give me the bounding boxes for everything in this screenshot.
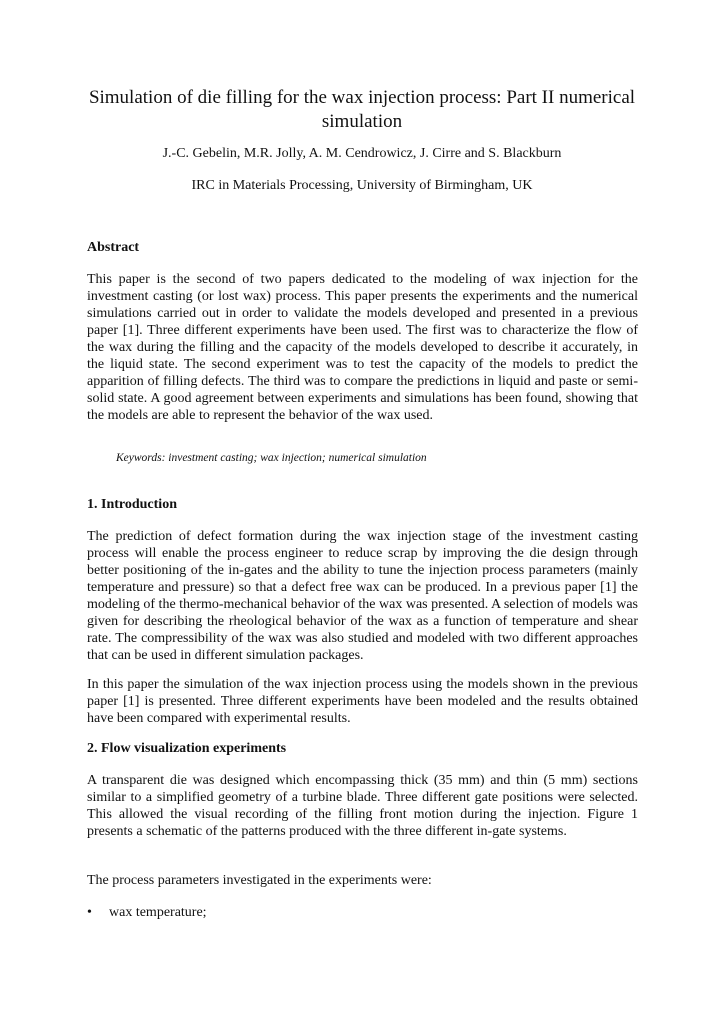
paper-title: Simulation of die filling for the wax injection process: Part II numerical simulation [88,87,636,132]
section-heading-flow-visualization: 2. Flow visualization experiments [87,741,287,756]
abstract-heading: Abstract [87,240,140,255]
flow-paragraph-2: The process parameters investigated in the experiments were: [87,873,432,888]
intro-paragraph-2: In this paper the simulation of the wax injection process using the models shown in the previous paper [1] is presented. Three different experiments have been modeled and the results obtained have been compared with experimental results. [87,677,638,726]
intro-paragraph-1: The prediction of defect formation during the wax injection stage of the investment casting process will enable the process engineer to reduce scrap by improving the die design through better positioning of the in-gates and the ability to tune the injection process parameters (mainly temperature and pressure) so that a defect free wax can be produced. In a previous paper [1] the modeling of the thermo-mechanical behavior of the wax was presented. A selection of models was given for describing the rheological behavior of the wax as a function of temperature and shear rate. The compressibility of the wax was also studied and modeled with two different approaches that can be used in different simulation packages. [87,529,638,663]
affiliation: IRC in Materials Processing, University of Birmingham, UK [191,178,533,193]
abstract-text: This paper is the second of two papers dedicated to the modeling of wax injection for the investment casting (or lost wax) process. This paper presents the experiments and the numerical simulations carried out in order to validate the models developed and presented in a previous paper [1]. Three different experiments have been used. The first was to characterize the flow of the wax during the filling and the capacity of the models developed to describe it accurately, in the liquid state. The second experiment was to test the capacity of the models to predict the apparition of filling defects. The third was to compare the predictions in liquid and paste or semi-solid state. A good agreement between experiments and simulations has been found, showing that the models are able to represent the behavior of the wax used. [87,272,638,423]
author-list: J.-C. Gebelin, M.R. Jolly, A. M. Cendrowicz, J. Cirre and S. Blackburn [162,146,562,161]
bullet-icon: • [87,905,92,920]
flow-paragraph-1: A transparent die was designed which encompassing thick (35 mm) and thin (5 mm) sections similar to a simplified geometry of a turbine blade. Three different gate positions were selected. This allowed the visual recording of the filling front motion during the injection. Figure 1 presents a schematic of the patterns produced with the three different in-gate systems. [87,773,638,839]
section-heading-introduction: 1. Introduction [87,497,177,512]
list-item-text: wax temperature; [109,905,207,920]
keywords: Keywords: investment casting; wax injection; numerical simulation [116,452,427,464]
